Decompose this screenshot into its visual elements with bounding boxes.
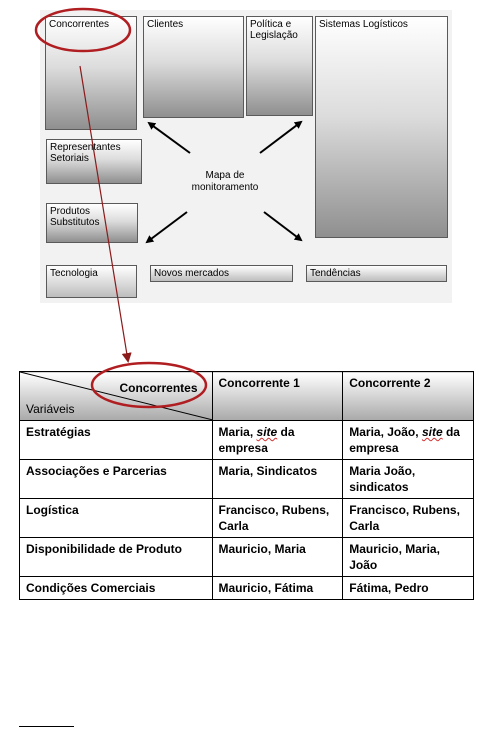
box-politica-label: Política e Legislação bbox=[250, 19, 298, 41]
row-label: Condições Comerciais bbox=[20, 577, 213, 600]
cell-text: Maria, João, bbox=[349, 425, 422, 439]
row-label: Logística bbox=[20, 499, 213, 538]
box-tecnologia-label: Tecnologia bbox=[50, 268, 98, 279]
cell-text: da empresa bbox=[218, 425, 295, 455]
highlight-ellipse-table bbox=[92, 363, 206, 407]
row-cell: Maria, Sindicatos bbox=[212, 460, 343, 499]
cell-site-text: site bbox=[256, 425, 278, 439]
box-concorrentes-label: Concorrentes bbox=[49, 19, 110, 30]
row-cell: Francisco, Rubens, Carla bbox=[343, 499, 474, 538]
box-tendencias-label: Tendências bbox=[310, 268, 361, 279]
cell-text: Maria, bbox=[218, 425, 257, 439]
box-representantes-label: Representantes Setoriais bbox=[50, 142, 121, 164]
header-concorrente-2: Concorrente 2 bbox=[343, 372, 474, 421]
row-label: Estratégias bbox=[20, 421, 213, 460]
connector-arrow bbox=[80, 66, 128, 361]
row-cell: Fátima, Pedro bbox=[343, 577, 474, 600]
header-variaveis: Variáveis bbox=[26, 402, 75, 416]
arrow-to-clientes bbox=[149, 123, 190, 153]
box-novos-mercados-label: Novos mercados bbox=[154, 268, 230, 279]
arrow-to-politica bbox=[260, 122, 301, 153]
highlight-ellipse-top bbox=[36, 9, 130, 51]
row-label: Disponibilidade de Produto bbox=[20, 538, 213, 577]
row-label: Associações e Parcerias bbox=[20, 460, 213, 499]
arrow-to-produtos bbox=[147, 212, 187, 242]
footnote-separator bbox=[19, 726, 74, 727]
row-cell: Mauricio, Maria, João bbox=[343, 538, 474, 577]
row-cell: Francisco, Rubens, Carla bbox=[212, 499, 343, 538]
header-concorrentes: Concorrentes bbox=[119, 381, 198, 395]
row-cell: Maria João, sindicatos bbox=[343, 460, 474, 499]
box-clientes-label: Clientes bbox=[147, 19, 184, 30]
row-cell: Mauricio, Maria bbox=[212, 538, 343, 577]
cell-text: da empresa bbox=[349, 425, 460, 455]
cell-site-text: site bbox=[421, 425, 443, 439]
arrow-to-tendencias bbox=[264, 212, 301, 240]
box-produtos-label: Produtos Substitutos bbox=[50, 206, 100, 228]
row-cell: Mauricio, Fátima bbox=[212, 577, 343, 600]
map-center-label: Mapa de monitoramento bbox=[191, 170, 259, 193]
box-sistemas-label: Sistemas Logísticos bbox=[319, 19, 408, 30]
header-concorrente-1: Concorrente 1 bbox=[212, 372, 343, 421]
